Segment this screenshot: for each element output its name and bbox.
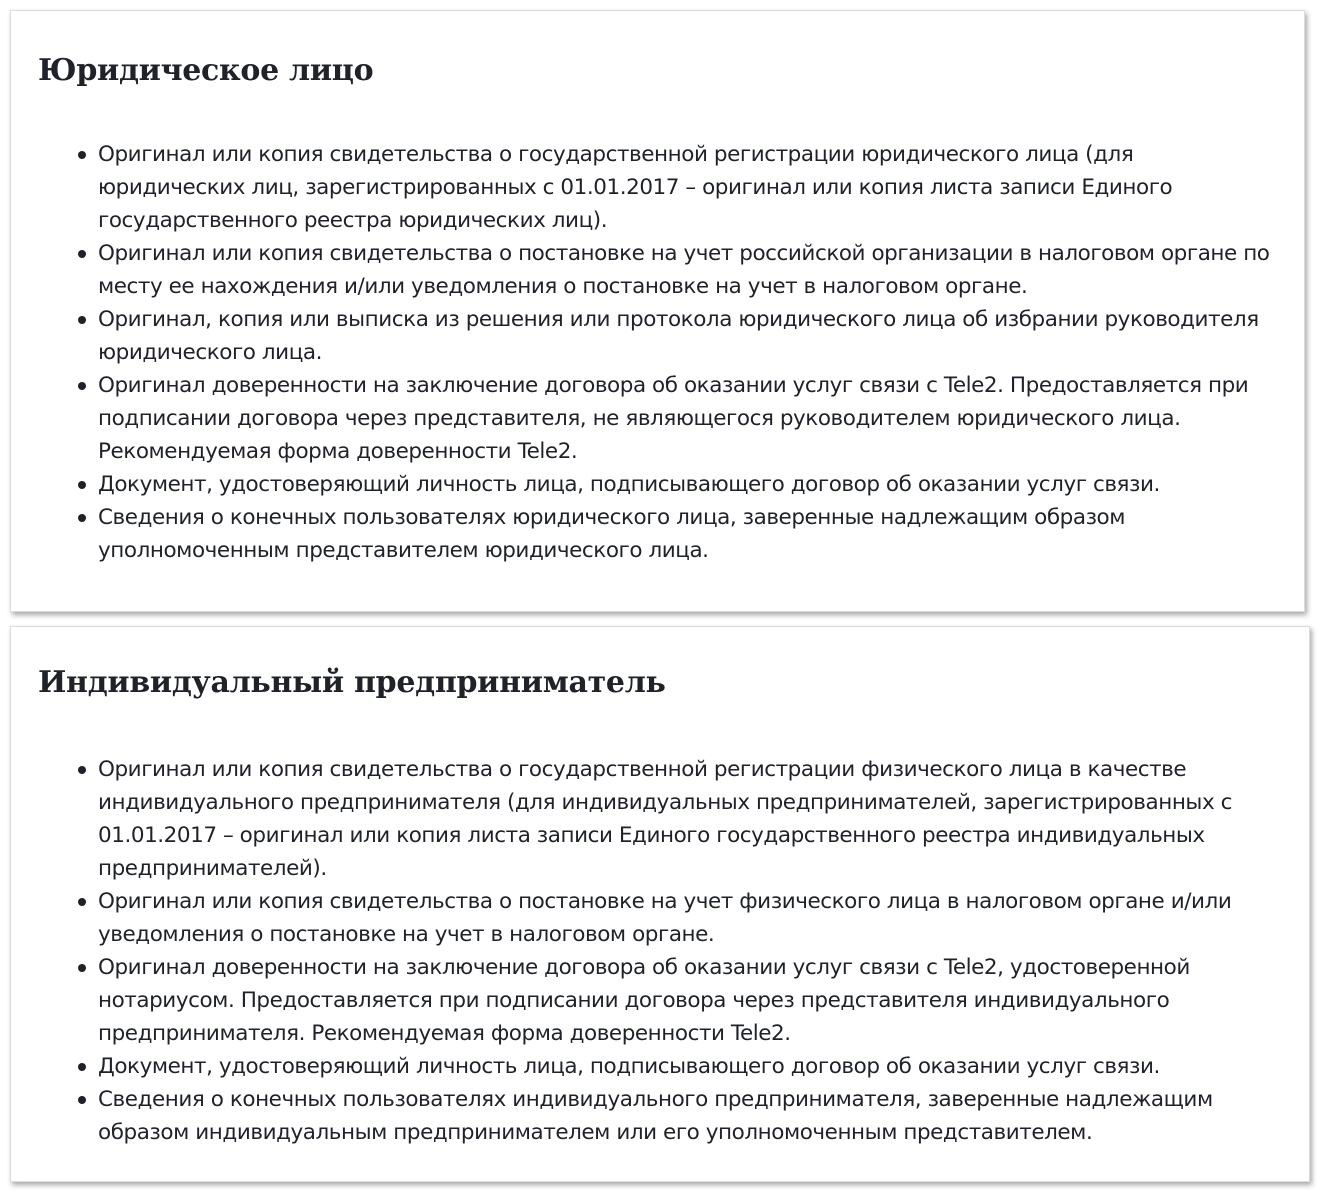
list-item-text: Оригинал или копия свидетельства о государственной регистрации физического лица в качестве индивидуального предпринимателя (для индивидуальных предпринимателей, зарегистрированных с 01.01.2017 – оригинал или копия листа записи Единого государственного реестра индивидуальных предпринимателей). [98, 757, 1232, 881]
list-item [98, 138, 1286, 237]
bullet-icon [78, 964, 86, 972]
legal-entity-card [10, 10, 1305, 612]
list-item [98, 951, 1291, 1050]
list-item [98, 501, 1286, 567]
list-item-text: Оригинал или копия свидетельства о постановке на учет физического лица в налоговом органе и/или уведомления о постановке на учет в налоговом органе. [98, 889, 1232, 947]
individual-entrepreneur-card [10, 626, 1310, 1182]
bullet-icon [78, 316, 86, 324]
list-item [98, 885, 1291, 951]
section-title: Юридическое лицо [38, 53, 374, 88]
list-item-text: Сведения о конечных пользователях индивидуального предпринимателя, заверенные надлежащим образом индивидуальным предпринимателем или его уполномоченным представителем. [98, 1087, 1213, 1145]
list-item-text: Документ, удостоверяющий личность лица, подписывающего договор об оказании услуг связи. [98, 1054, 1160, 1079]
bullet-icon [78, 514, 86, 522]
list-item-text: Оригинал или копия свидетельства о постановке на учет российской организации в налоговом органе по месту ее нахождения и/или уведомления о постановке на учет в налоговом органе. [98, 241, 1270, 299]
list-item [98, 369, 1286, 468]
bullet-icon [78, 766, 86, 774]
list-item-text: Сведения о конечных пользователях юридического лица, заверенные надлежащим образом уполномоченным представителем юридического лица. [98, 505, 1126, 563]
list-item [98, 303, 1286, 369]
list-item-text: Оригинал доверенности на заключение договора об оказании услуг связи с Tele2. Предоставляется при подписании договора через представителя, не являющегося руководителем юридического лица. Рекомендуемая форма доверенности Tele2. [98, 373, 1249, 464]
list-item-text: Оригинал или копия свидетельства о государственной регистрации юридического лица (для юридических лиц, зарегистрированных с 01.01.2017 – оригинал или копия листа записи Единого государственного реестра юридических лиц). [98, 142, 1173, 233]
bullet-icon [78, 382, 86, 390]
bullet-icon [78, 151, 86, 159]
list-item [98, 1050, 1291, 1083]
list-item [98, 1083, 1291, 1149]
list-item-text: Документ, удостоверяющий личность лица, подписывающего договор об оказании услуг связи. [98, 472, 1160, 497]
list-item [98, 468, 1286, 501]
document-list [98, 753, 1291, 1149]
bullet-icon [78, 1096, 86, 1104]
bullet-icon [78, 898, 86, 906]
bullet-icon [78, 250, 86, 258]
bullet-icon [78, 481, 86, 489]
list-item [98, 237, 1286, 303]
section-title: Индивидуальный предприниматель [38, 665, 666, 700]
document-list [98, 138, 1286, 567]
list-item [98, 753, 1291, 885]
list-item-text: Оригинал доверенности на заключение договора об оказании услуг связи с Tele2, удостоверенной нотариусом. Предоставляется при подписании договора через представителя индивидуального предпринимателя. Рекомендуемая форма доверенности Tele2. [98, 955, 1190, 1046]
bullet-icon [78, 1063, 86, 1071]
list-item-text: Оригинал, копия или выписка из решения или протокола юридического лица об избрании руководителя юридического лица. [98, 307, 1259, 365]
